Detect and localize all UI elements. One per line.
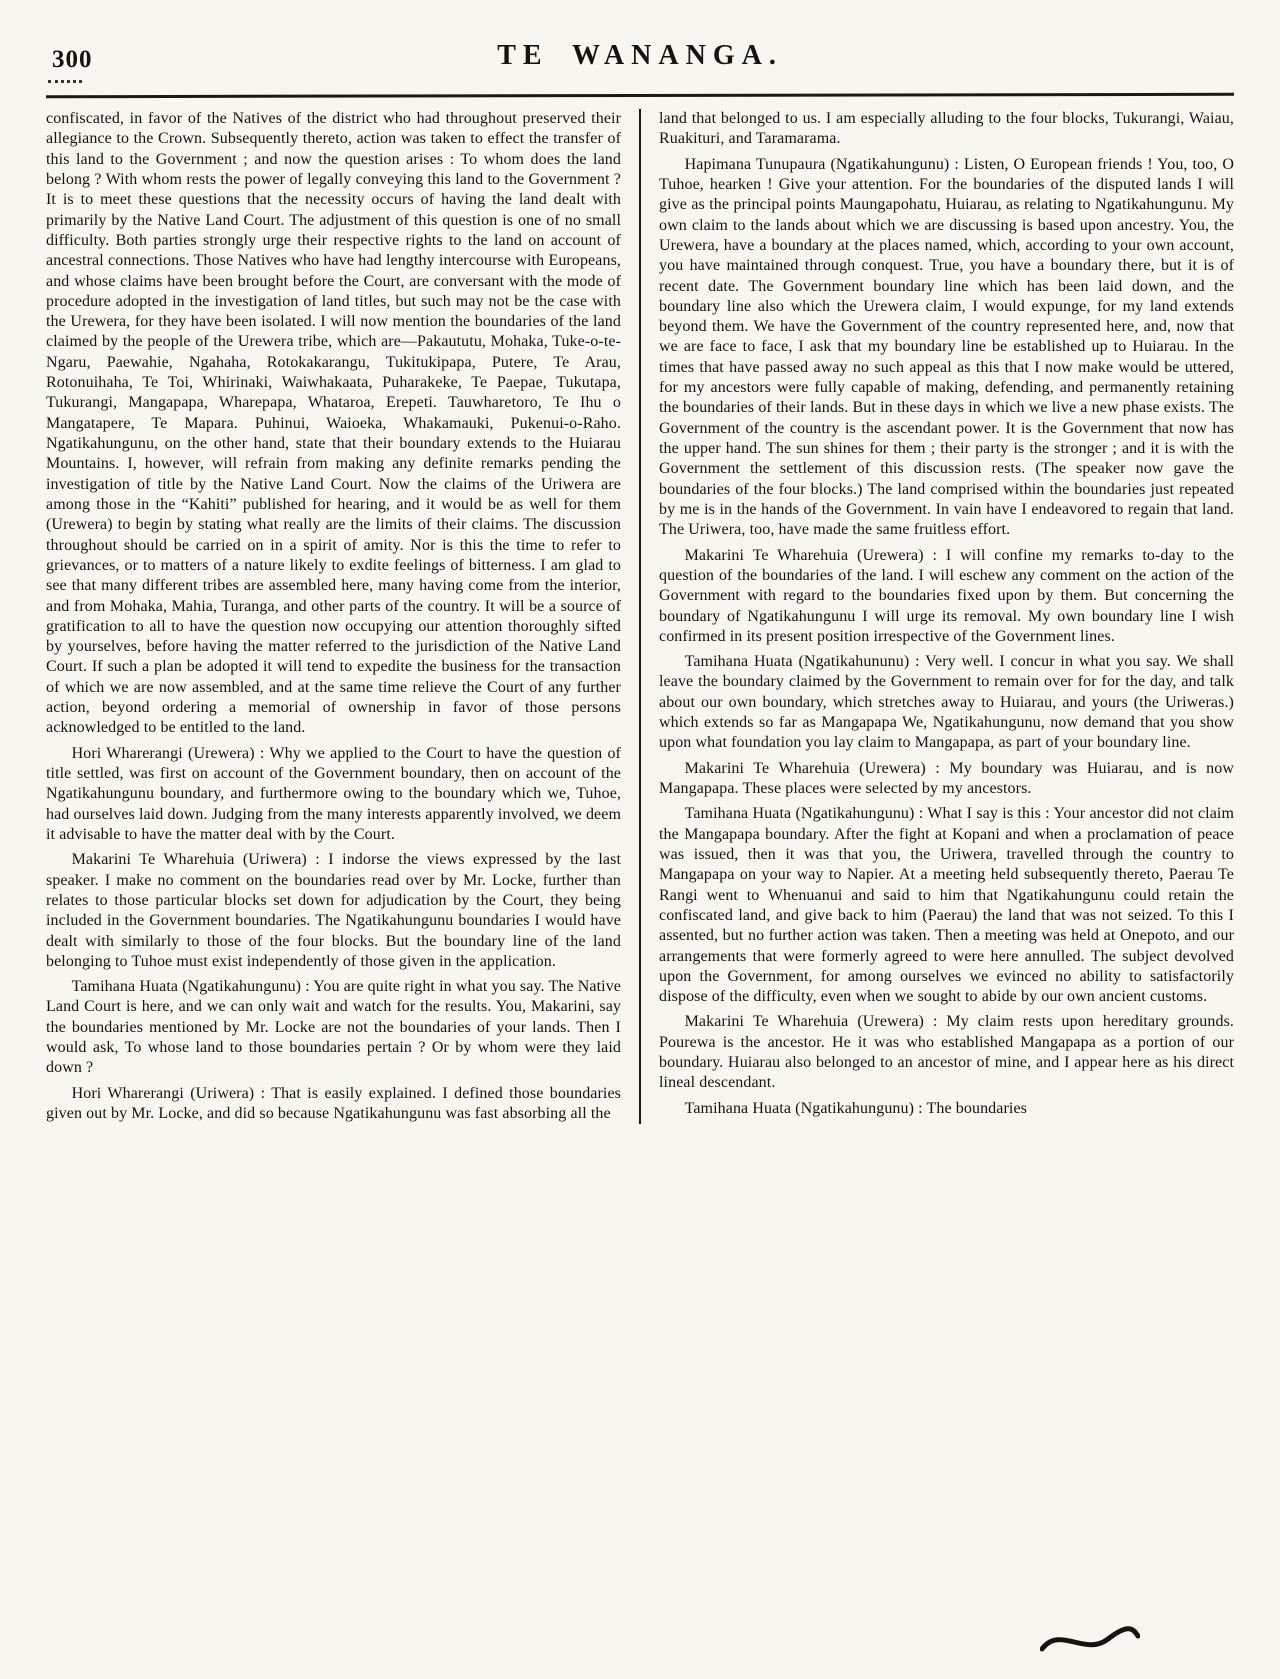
article-columns <box>46 109 1234 1124</box>
page-title: TE WANANGA. <box>497 40 783 71</box>
pen-mark <box>1040 1623 1140 1659</box>
header-rule <box>46 93 1234 98</box>
paragraph: Tamihana Huata (Ngatikahungunu) : The boundaries <box>684 1099 1027 1117</box>
paragraph: Hori Wharerangi (Uriwera) : That is easily explained. I defined those boundaries given out by Mr. Locke, and did so because Ngatikahungunu was fast absorbing all the <box>46 1084 621 1122</box>
paragraph: Makarini Te Wharehuia (Uriwera) : I indorse the views expressed by the last speaker. I make no comment on the boundaries read over by Mr. Locke, further than relates to those particular blocks set down for adjudication by the Court, they being included in the Government boundaries. The Ngatikahungunu boundaries I would have dealt with similarly to those of the four blocks. But the boundary line of the land belonging to Tuhoe must exist independently of those given in the application. <box>46 851 621 970</box>
paragraph: Makarini Te Wharehuia (Urewera) : My boundary was Huiarau, and is now Mangapapa. These places were selected by my ancestors. <box>659 759 1234 797</box>
paragraph: land that belonged to us. I am especially alluding to the four blocks, Tukurangi, Waiau, Ruakituri, and Taramarama. <box>659 110 1234 148</box>
paragraph: Tamihana Huata (Ngatikahungunu) : You are quite right in what you say. The Native Land Court is here, and we can only wait and watch for the results. You, Makarini, say the boundaries mentioned by Mr. Locke are not the boundaries of your lands. Then I would ask, To whose land to those boundaries pertain ? Or by whom were they laid down ? <box>46 978 621 1077</box>
page-header <box>46 30 1234 82</box>
ink-smudge <box>48 80 82 83</box>
paragraph: Hori Wharerangi (Urewera) : Why we applied to the Court to have the question of title settled, was first on account of the Government boundary, then on account of the Ngatikahungunu boundary, and furthermore owing to the boundary which we, Tuhoe, had ourselves laid down. Judging from the many interests apparently involved, we deem it advisable to have the matter deal with by the Court. <box>46 744 621 843</box>
paragraph: Makarini Te Wharehuia (Urewera) : My claim rests upon hereditary grounds. Pourewa is the ancestor. He it was who established Mangapapa as a portion of our boundary. Huiarau also belonged to an ancestor of mine, and I appear here as his direct lineal descendant. <box>659 1013 1234 1092</box>
paragraph: Makarini Te Wharehuia (Urewera) : I will confine my remarks to-day to the question of the boundaries of the land. I will eschew any comment on the action of the Government with regard to the boundaries fixed upon by them. But concerning the boundary of Ngatikahungunu I will urge its removal. My own boundary line I wish confirmed in its present position irrespective of the Government lines. <box>659 546 1234 645</box>
page-number: 300 <box>52 46 93 73</box>
paragraph: confiscated, in favor of the Natives of the district who had throughout preserved their allegiance to the Crown. Subsequently thereto, action was taken to effect the transfer of this land to the Government ; and now the question arises : To whom does the land belong ? With whom rests the power of legally conveying this land to the Government ? It is to meet these questions that the necessity occurs of having the land dealt with primarily by the Native Land Court. The adjustment of this question is one of no small difficulty. Both parties strongly urge their respective rights to the land on account of ancestral connections. Those Natives who have had lengthy intercourse with Europeans, and whose claims have been brought before the Court, are conversant with the mode of procedure adopted in the investigation of land titles, but such may not be the case with the Urewera, for they have been isolated. I will now mention the boundaries of the land claimed by the people of the Urewera tribe, which are—Pakaututu, Mohaka, Tuke-o-te-Ngaru, Paewahie, Ngahaha, Rotokakarangu, Tukitukipapa, Putere, Te Arau, Rotonuihaha, Te Toi, Whirinaki, Waiwhakaata, Puharakeke, Te Paepae, Tukutapa, Tukurangi, Mangapapa, Wharepapa, Whataroa, Erepeti. Tauwharetoro, Te Ihu o Mangatapere, Te Mapara. Puhinui, Waioeka, Whakamauki, Pukenui-o-Raho. Ngatikahungunu, on the other hand, state that their boundary extends to the Huiarau Mountains. I, however, will refrain from making any definite remarks pending the investigation of title by the Native Land Court. Now the claims of the Uriwera are among those in the “Kahiti” published for hearing, and it would be as well for them (Urewera) to begin by stating what really are the limits of their claims. The discussion throughout should be carried on in a spirit of amity. Nor is this the time to refer to grievances, or to matters of a nature likely to exdite feelings of bitterness. I am glad to see that many different tribes are assembled here, many having come from the interior, and from Mohaka, Mahia, Turanga, and other parts of the country. It will be a source of gratification to all to have the question now occupying our attention thoroughly sifted by yourselves, before having the matter referred to the jurisdiction of the Native Land Court. If such a plan be adopted it will tend to expedite the business for the transaction of which we are now assembled, and at the same time relieve the Court of any further action, beyond ordering a memorial of ownership in favor of those persons acknowledged to be entitled to the land. <box>46 110 621 737</box>
paragraph: Tamihana Huata (Ngatikahununu) : Very well. I concur in what you say. We shall leave the boundary claimed by the Government to remain over for for the day, and talk about our own boundary, which stretches away to Huiarau, and yours (the Uriweras.) which extends so far as Mangapapa We, Ngatikahungunu, now demand that you show upon what foundation you lay claim to Mangapapa, as part of your boundary line. <box>659 653 1234 752</box>
left-column <box>46 109 639 1124</box>
paragraph: Hapimana Tunupaura (Ngatikahungunu) : Listen, O European friends ! You, too, O Tuhoe, hearken ! Give your attention. For the boundaries of the disputed lands I will give as the principal points Maungapohatu, Huiarau, as relating to Ngatikahungunu. My own claim to the lands about which we are discussing is based upon ancestry. You, the Urewera, have a boundary at the places named, which, according to your own account, you have maintained through conquest. True, you have a boundary there, but it is of recent date. The Government boundary line which has been laid down, and the boundary line also which the Urewera claim, I would expunge, for my land extends beyond them. We have the Government of the country represented here, and, now that we are face to face, I ask that my boundary line be established up to Huiarau. In the times that have passed away no such appeal as this that I now make would be uttered, for my ancestors were fully capable of making, defending, and permanently retaining the boundaries of their lands. But in these days in which we live a new phase exists. The Government of the country is the ascendant power. It is the Government that now has the upper hand. The sun shines for them ; their party is the stronger ; and it is with the Government the settlement of this discussion rests. (The speaker now gave the boundaries of the four blocks.) The land comprised within the boundaries just repeated by me is in the hands of the Government. In vain have I endeavored to regain that land. The Uriwera, too, have made the same fruitless effort. <box>659 155 1234 539</box>
right-column <box>641 109 1234 1124</box>
paragraph: Tamihana Huata (Ngatikahungunu) : What I say is this : Your ancestor did not claim the Mangapapa boundary. After the fight at Kopani and when a proclamation of peace was issued, then it was that you, the Uriwera, travelled through the country to Mangapapa on your way to Napier. At a meeting held subsequently thereto, Paerau Te Rangi went to Whenuanui and said to him that Ngatikahungunu could retain the confiscated land, and give back to him (Paerau) the land that was not seized. To this I assented, but no further action was taken. Then a meeting was held at Onepoto, and our arrangements that were formerly agreed to were here annulled. The subject devolved upon the Government, for among ourselves we evinced no ability to satisfactorily dispose of the difficulty, even when we sought to abide by our own ancient customs. <box>659 805 1234 1006</box>
